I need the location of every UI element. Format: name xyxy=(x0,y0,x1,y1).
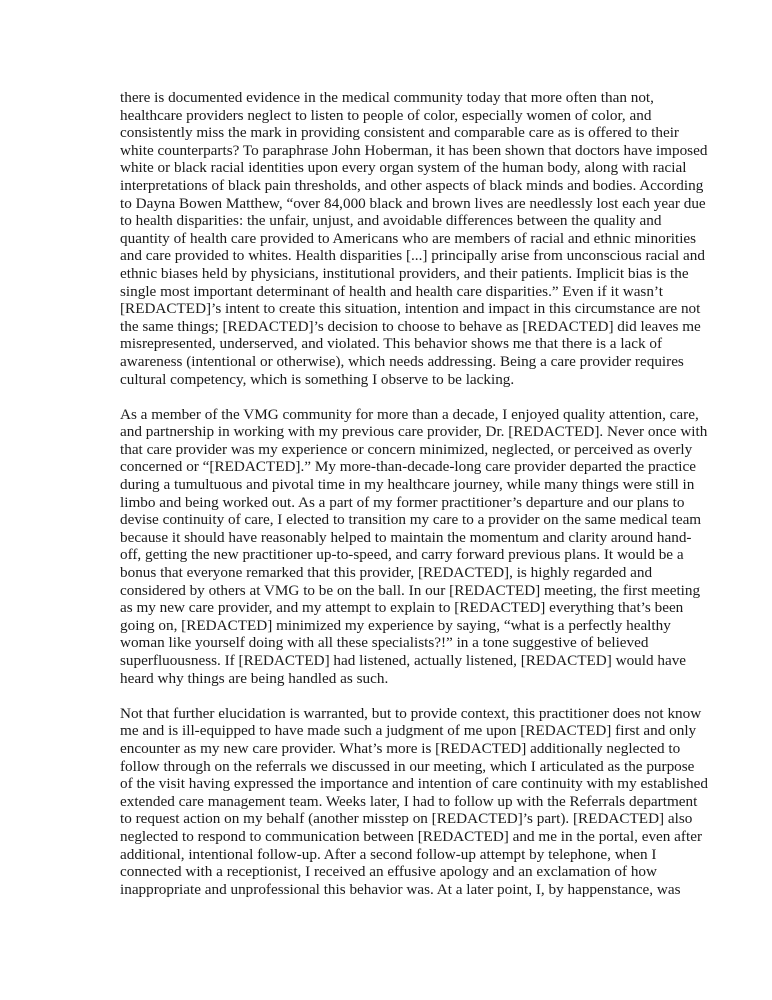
text-line: and care provided to whites. Health disparities [...] principally arise from unconscious racial and xyxy=(120,247,705,265)
text-line: encounter as my new care provider. What’s more is [REDACTED] additionally neglected to xyxy=(120,739,681,757)
text-line: to request action on my behalf (another misstep on [REDACTED]’s part). [REDACTED] also xyxy=(120,810,693,828)
text-line: me and is ill-equipped to have made such a judgment of me upon [REDACTED] first and only xyxy=(120,722,697,740)
text-line: limbo and being worked out. As a part of my former practitioner’s departure and our plans to xyxy=(120,493,685,511)
text-line: concerned or “[REDACTED].” My more-than-decade-long care provider departed the practice xyxy=(120,458,697,476)
text-line: that care provider was my experience or concern minimized, neglected, or perceived as overly xyxy=(120,440,693,458)
text-line: connected with a receptionist, I received an effusive apology and an exclamation of how xyxy=(120,863,657,881)
text-line: ethnic biases held by physicians, institutional providers, and their patients. Implicit bias is the xyxy=(120,264,689,282)
text-line: white or black racial identities upon every organ system of the human body, along with racial xyxy=(120,159,687,177)
document-page xyxy=(120,89,708,916)
text-line: inappropriate and unprofessional this behavior was. At a later point, I, by happenstance, was xyxy=(120,880,681,898)
text-line: cultural competency, which is something I observe to be lacking. xyxy=(120,370,515,388)
paragraph-1 xyxy=(120,89,708,388)
text-line: additional, intentional follow-up. After a second follow-up attempt by telephone, when I xyxy=(120,845,657,863)
text-line: woman like yourself doing with all these specialists?!” in a tone suggestive of believed xyxy=(120,634,649,652)
text-line: going on, [REDACTED] minimized my experience by saying, “what is a perfectly healthy xyxy=(120,616,671,634)
text-line: heard why things are being handled as such. xyxy=(120,669,389,687)
text-line: and partnership in working with my previous care provider, Dr. [REDACTED]. Never once with xyxy=(120,423,708,441)
text-line: Not that further elucidation is warranted, but to provide context, this practitioner does not know xyxy=(120,704,702,722)
text-line: neglected to respond to communication between [REDACTED] and me in the portal, even after xyxy=(120,827,702,845)
text-line: off, getting the new practitioner up-to-speed, and carry forward previous plans. It would be a xyxy=(120,546,684,564)
text-line: considered by others at VMG to be on the ball. In our [REDACTED] meeting, the first meeting xyxy=(120,581,701,599)
text-line: extended care management team. Weeks later, I had to follow up with the Referrals department xyxy=(120,792,698,810)
text-line: consistently miss the mark in providing consistent and comparable care as is offered to their xyxy=(120,124,679,142)
text-line: devise continuity of care, I elected to transition my care to a provider on the same medical team xyxy=(120,511,702,529)
text-line: the same things; [REDACTED]’s decision to choose to behave as [REDACTED] did leaves me xyxy=(120,317,701,335)
text-line: of the visit having expressed the importance and intention of care continuity with my established xyxy=(120,775,708,793)
text-line: during a tumultuous and pivotal time in my healthcare journey, while many things were still in xyxy=(120,476,695,494)
text-line: single most important determinant of health and health care disparities.” Even if it wasn’t xyxy=(120,282,663,300)
text-line: superfluousness. If [REDACTED] had listened, actually listened, [REDACTED] would have xyxy=(120,652,687,669)
text-line: to Dayna Bowen Matthew, “over 84,000 black and brown lives are needlessly lost each year due xyxy=(120,194,706,212)
text-line: awareness (intentional or otherwise), which needs addressing. Being a care provider requires xyxy=(120,352,684,370)
text-line: healthcare providers neglect to listen to people of color, especially women of color, and xyxy=(120,106,652,124)
text-line: quantity of health care provided to Americans who are members of racial and ethnic minorities xyxy=(120,229,697,247)
text-line: misrepresented, underserved, and violated. This behavior shows me that there is a lack of xyxy=(120,335,663,353)
text-line: bonus that everyone remarked that this provider, [REDACTED], is highly regarded and xyxy=(120,564,653,582)
text-line: interpretations of black pain thresholds, and other aspects of black minds and bodies. According xyxy=(120,176,704,194)
paragraph-3 xyxy=(120,704,708,899)
text-line: follow through on the referrals we discussed in our meeting, which I articulated as the purpose xyxy=(120,757,695,775)
paragraph-2 xyxy=(120,405,708,688)
text-line: as my new care provider, and my attempt to explain to [REDACTED] everything that’s been xyxy=(120,599,684,617)
text-line: there is documented evidence in the medical community today that more often than not, xyxy=(120,89,654,106)
text-line: because it should have reasonably helped to maintain the momentum and clarity around hand- xyxy=(120,528,692,546)
text-line: [REDACTED]’s intent to create this situation, intention and impact in this circumstance are not xyxy=(120,300,701,318)
text-line: to health disparities: the unfair, unjust, and avoidable differences between the quality and xyxy=(120,212,662,230)
text-line: As a member of the VMG community for more than a decade, I enjoyed quality attention, care, xyxy=(120,405,699,423)
text-line: white counterparts? To paraphrase John Hoberman, it has been shown that doctors have imposed xyxy=(120,141,708,159)
